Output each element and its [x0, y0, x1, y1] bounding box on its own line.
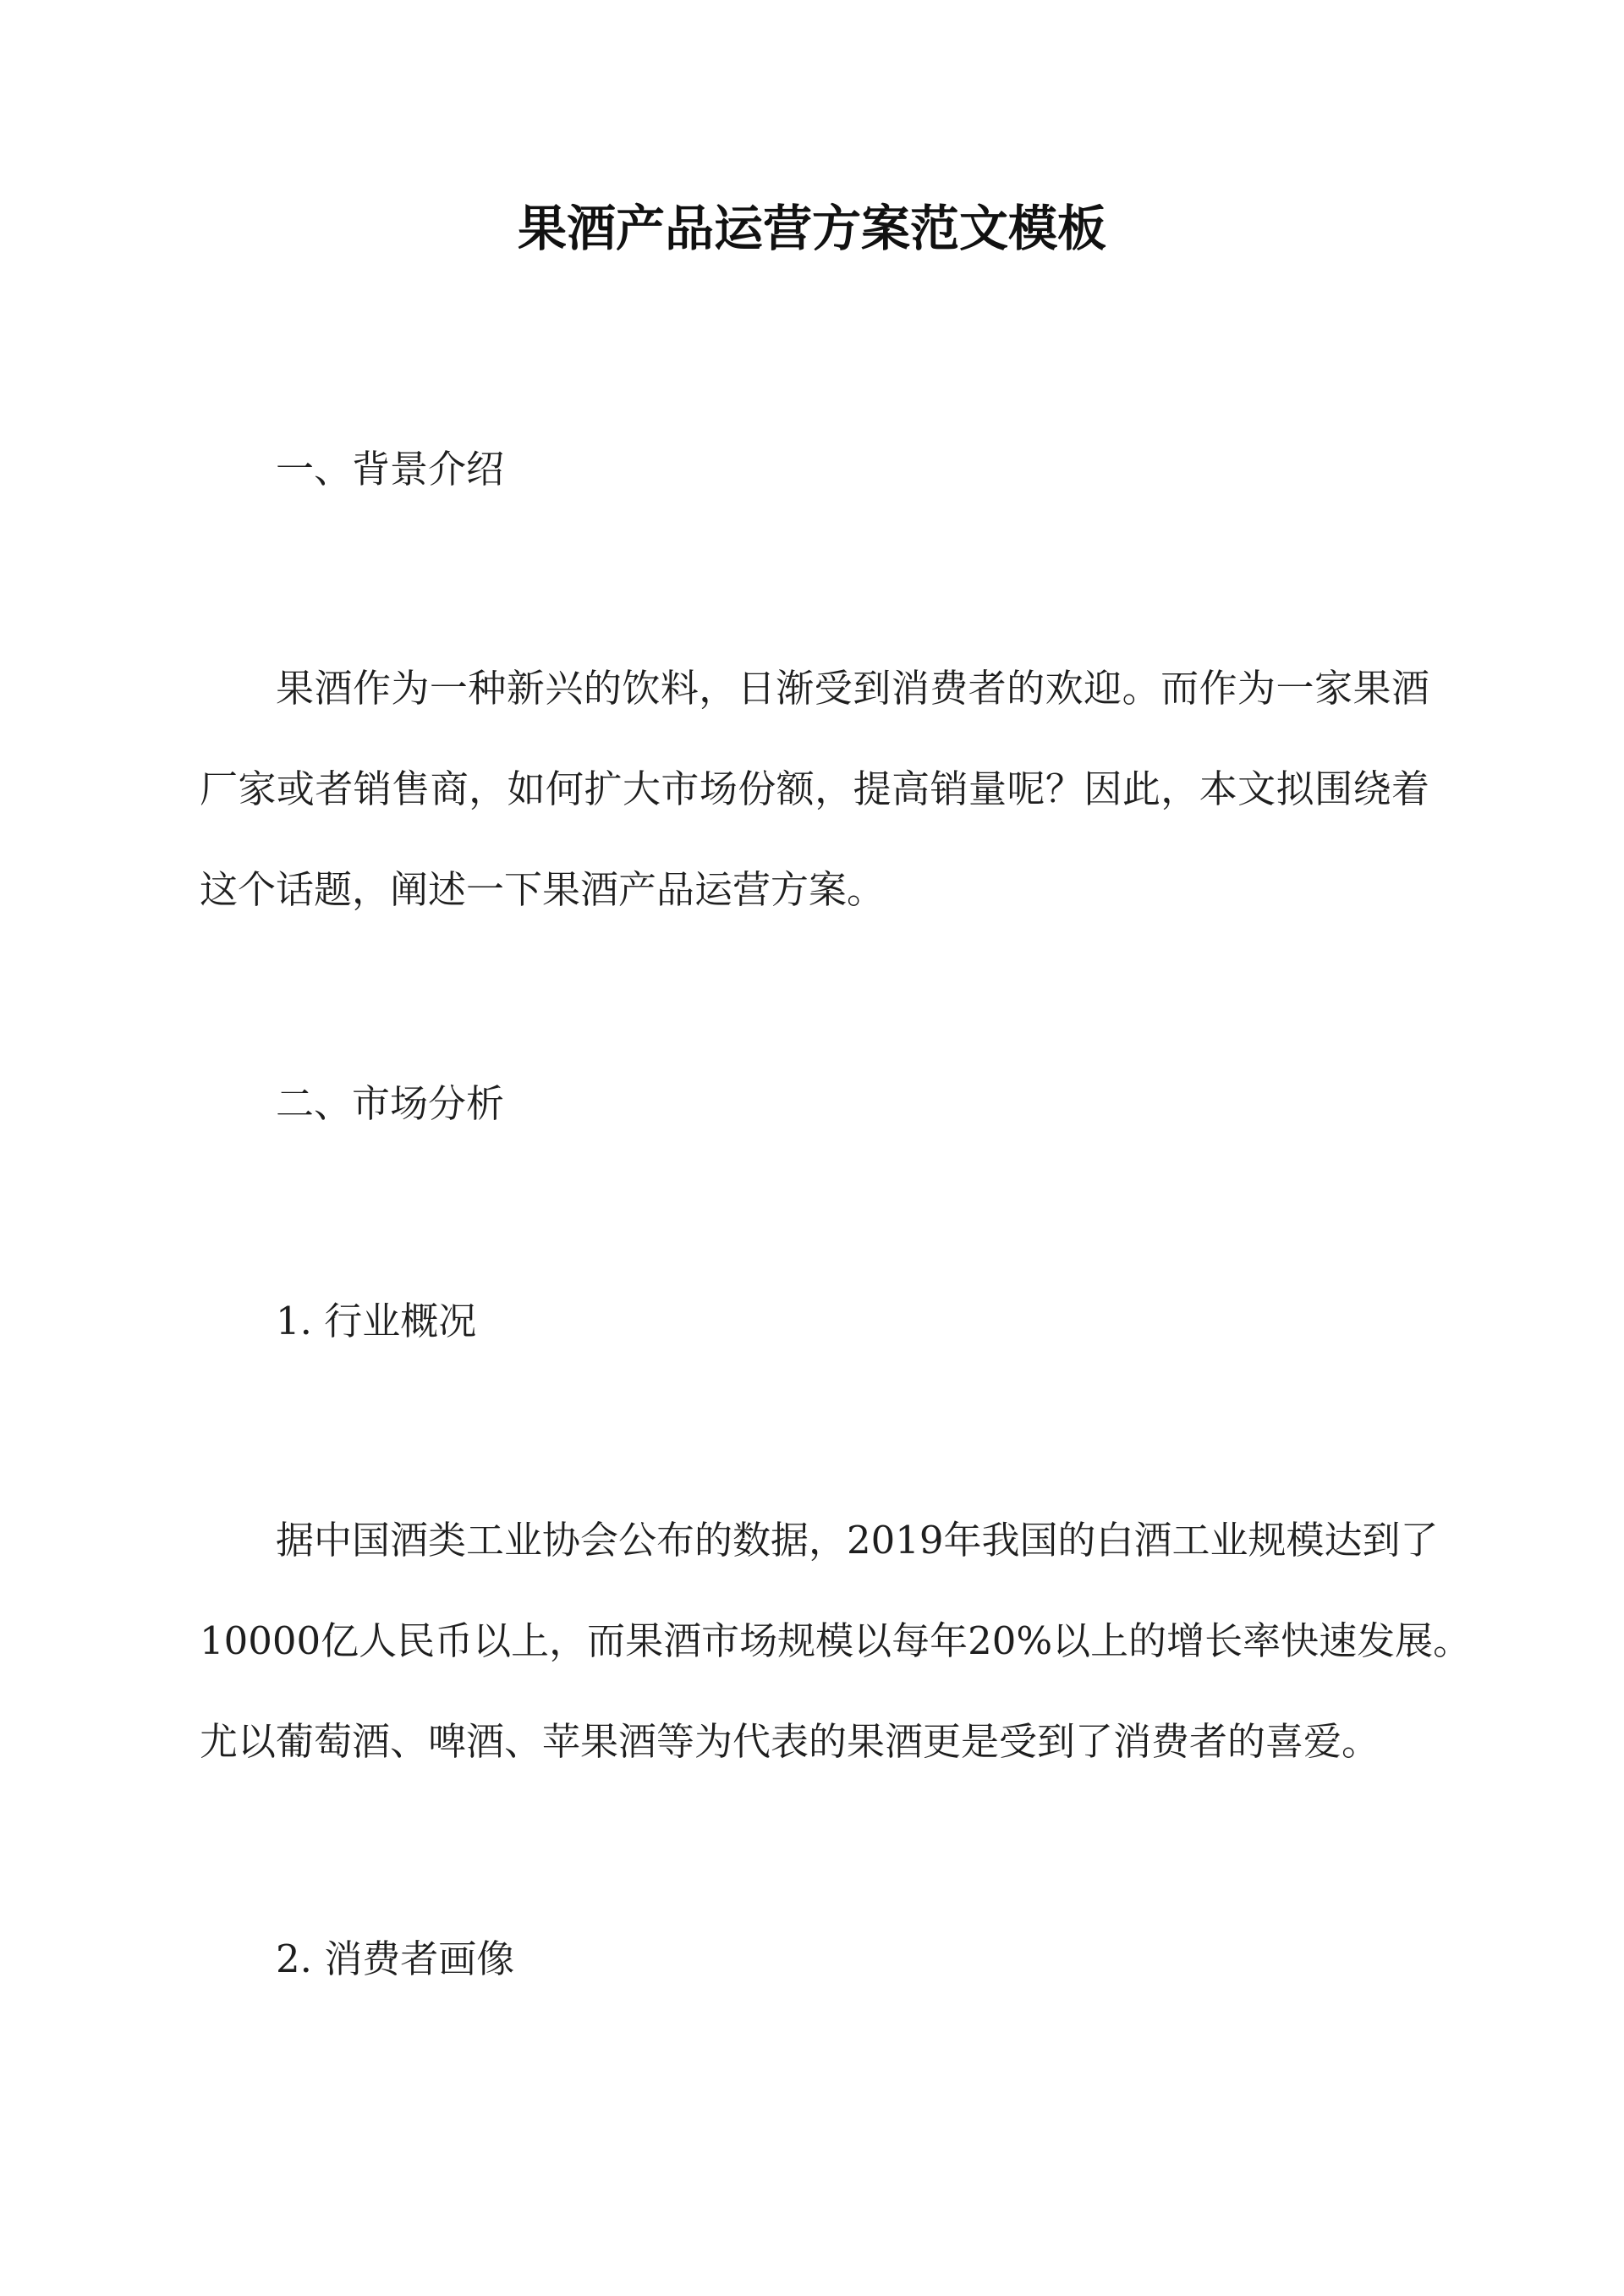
- section-heading-background: 一、背景介绍: [276, 447, 505, 492]
- paragraph-line: 厂家或者销售商，如何扩大市场份额，提高销量呢？因此，本文拟围绕着: [200, 766, 1429, 811]
- subsection-heading-consumer-profile: 2. 消费者画像: [276, 1936, 515, 1981]
- subsection-heading-industry-overview: 1. 行业概况: [276, 1299, 477, 1343]
- section-heading-market-analysis: 二、市场分析: [276, 1081, 505, 1126]
- paragraph-industry-overview: [200, 1490, 1472, 1792]
- document-title: 果酒产品运营方案范文模板: [517, 200, 1106, 257]
- paragraph-line: 尤以葡萄酒、啤酒、苹果酒等为代表的果酒更是受到了消费者的喜爱。: [200, 1719, 1380, 1764]
- paragraph-line: 10000亿人民币以上，而果酒市场规模以每年20%以上的增长率快速发展。: [200, 1618, 1472, 1663]
- paragraph-line: 果酒作为一种新兴的饮料，日渐受到消费者的欢迎。而作为一家果酒: [276, 666, 1429, 711]
- paragraph-background: [200, 638, 1429, 940]
- paragraph-line: 据中国酒类工业协会公布的数据，2019年我国的白酒工业规模达到了: [276, 1518, 1439, 1563]
- paragraph-line: 这个话题，阐述一下果酒产品运营方案。: [200, 867, 886, 912]
